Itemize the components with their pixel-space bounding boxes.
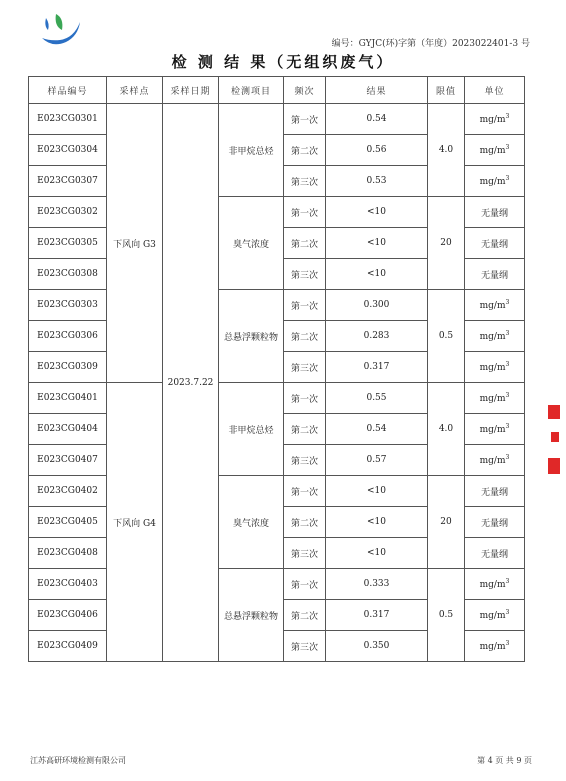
sample-id-cell: E023CG0407 xyxy=(29,445,107,476)
table-row xyxy=(29,290,525,321)
sample-id-cell: E023CG0308 xyxy=(29,259,107,290)
table-header-row xyxy=(29,77,525,104)
result-cell: 0.57 xyxy=(326,445,428,476)
page-number: 第 4 页 共 9 页 xyxy=(477,756,532,765)
unit-cell xyxy=(465,228,525,259)
frequency-cell: 第一次 xyxy=(284,290,326,321)
sample-id-cell: E023CG0406 xyxy=(29,600,107,631)
test-item-cell: 臭气浓度 xyxy=(219,197,284,290)
unit-base: mg/m xyxy=(479,580,506,590)
page-title: 检 测 结 果（无组织废气） xyxy=(171,53,395,71)
unit-base: mg/m xyxy=(479,642,506,652)
unit-superscript: 3 xyxy=(505,423,510,430)
table-row xyxy=(29,197,525,228)
unit-cell xyxy=(465,476,525,507)
sampling-point-cell: 下风向 G4 xyxy=(107,383,163,662)
frequency-cell: 第一次 xyxy=(284,383,326,414)
result-cell: <10 xyxy=(326,228,428,259)
unit-superscript: 3 xyxy=(505,330,510,337)
unit-cell xyxy=(465,383,525,414)
sample-id-cell: E023CG0304 xyxy=(29,135,107,166)
stamp-fragment xyxy=(548,405,560,419)
unit-superscript: 3 xyxy=(505,175,510,182)
unit-base: mg/m xyxy=(479,363,506,373)
result-cell: 0.333 xyxy=(326,569,428,600)
test-item-cell: 总悬浮颗粒物 xyxy=(219,569,284,662)
unit-cell xyxy=(465,352,525,383)
column-header: 结果 xyxy=(326,77,428,104)
column-header: 样品编号 xyxy=(29,77,107,104)
unit-base: 无量纲 xyxy=(480,487,508,498)
unit-base: 无量纲 xyxy=(480,518,508,529)
logo-leaf-icon xyxy=(56,14,63,30)
unit-superscript: 3 xyxy=(505,299,510,306)
frequency-cell: 第三次 xyxy=(284,445,326,476)
unit-base: 无量纲 xyxy=(480,549,508,560)
unit-cell xyxy=(465,135,525,166)
sample-id-cell: E023CG0301 xyxy=(29,104,107,135)
column-header: 频次 xyxy=(284,77,326,104)
unit-base: mg/m xyxy=(479,146,506,156)
table-row xyxy=(29,476,525,507)
unit-cell xyxy=(465,259,525,290)
unit-cell xyxy=(465,321,525,352)
result-cell: <10 xyxy=(326,197,428,228)
limit-cell: 20 xyxy=(428,197,465,290)
sample-id-cell: E023CG0305 xyxy=(29,228,107,259)
logo-drop-icon xyxy=(45,18,48,30)
frequency-cell: 第二次 xyxy=(284,135,326,166)
unit-base: 无量纲 xyxy=(480,208,508,219)
sample-id-cell: E023CG0402 xyxy=(29,476,107,507)
frequency-cell: 第一次 xyxy=(284,104,326,135)
stamp-fragment xyxy=(551,432,559,442)
unit-cell xyxy=(465,197,525,228)
column-header: 检测项目 xyxy=(219,77,284,104)
sample-id-cell: E023CG0409 xyxy=(29,631,107,662)
sample-id-cell: E023CG0404 xyxy=(29,414,107,445)
unit-superscript: 3 xyxy=(505,144,510,151)
unit-superscript: 3 xyxy=(505,454,510,461)
sample-id-cell: E023CG0307 xyxy=(29,166,107,197)
result-cell: 0.317 xyxy=(326,352,428,383)
unit-superscript: 3 xyxy=(505,640,510,647)
sample-id-cell: E023CG0403 xyxy=(29,569,107,600)
test-item-cell: 非甲烷总烃 xyxy=(219,383,284,476)
company-logo xyxy=(38,8,84,50)
document-number: 编号：GYJC(环)字第（年度）2023022401-3 号 xyxy=(331,39,530,49)
column-header: 采样日期 xyxy=(163,77,219,104)
sample-id-cell: E023CG0302 xyxy=(29,197,107,228)
result-cell: 0.300 xyxy=(326,290,428,321)
column-header: 采样点 xyxy=(107,77,163,104)
result-cell: 0.56 xyxy=(326,135,428,166)
sampling-point-cell: 下风向 G3 xyxy=(107,104,163,383)
unit-cell xyxy=(465,104,525,135)
limit-cell: 4.0 xyxy=(428,383,465,476)
unit-base: mg/m xyxy=(479,177,506,187)
test-item-cell: 非甲烷总烃 xyxy=(219,104,284,197)
frequency-cell: 第三次 xyxy=(284,259,326,290)
results-table xyxy=(28,76,525,662)
unit-base: mg/m xyxy=(479,425,506,435)
frequency-cell: 第三次 xyxy=(284,166,326,197)
frequency-cell: 第三次 xyxy=(284,352,326,383)
limit-cell: 20 xyxy=(428,476,465,569)
unit-cell xyxy=(465,569,525,600)
sample-id-cell: E023CG0306 xyxy=(29,321,107,352)
limit-cell: 4.0 xyxy=(428,104,465,197)
unit-cell xyxy=(465,538,525,569)
frequency-cell: 第一次 xyxy=(284,197,326,228)
unit-cell xyxy=(465,166,525,197)
unit-base: 无量纲 xyxy=(480,270,508,281)
result-cell: <10 xyxy=(326,507,428,538)
result-cell: <10 xyxy=(326,538,428,569)
unit-cell xyxy=(465,631,525,662)
sample-id-cell: E023CG0401 xyxy=(29,383,107,414)
stamp-fragment xyxy=(548,458,560,474)
unit-cell xyxy=(465,290,525,321)
unit-superscript: 3 xyxy=(505,113,510,120)
unit-base: mg/m xyxy=(479,301,506,311)
unit-cell xyxy=(465,414,525,445)
unit-superscript: 3 xyxy=(505,361,510,368)
test-item-cell: 总悬浮颗粒物 xyxy=(219,290,284,383)
unit-base: mg/m xyxy=(479,332,506,342)
result-cell: 0.54 xyxy=(326,414,428,445)
result-cell: 0.350 xyxy=(326,631,428,662)
sample-id-cell: E023CG0405 xyxy=(29,507,107,538)
result-cell: <10 xyxy=(326,476,428,507)
unit-superscript: 3 xyxy=(505,392,510,399)
unit-base: mg/m xyxy=(479,611,506,621)
result-cell: 0.317 xyxy=(326,600,428,631)
frequency-cell: 第一次 xyxy=(284,569,326,600)
frequency-cell: 第二次 xyxy=(284,507,326,538)
unit-cell xyxy=(465,600,525,631)
frequency-cell: 第二次 xyxy=(284,321,326,352)
limit-cell: 0.5 xyxy=(428,290,465,383)
table-row xyxy=(29,383,525,414)
result-cell: 0.283 xyxy=(326,321,428,352)
column-header: 限值 xyxy=(428,77,465,104)
unit-base: mg/m xyxy=(479,115,506,125)
unit-cell xyxy=(465,445,525,476)
table-row xyxy=(29,569,525,600)
sample-id-cell: E023CG0408 xyxy=(29,538,107,569)
test-item-cell: 臭气浓度 xyxy=(219,476,284,569)
result-cell: 0.55 xyxy=(326,383,428,414)
frequency-cell: 第二次 xyxy=(284,228,326,259)
frequency-cell: 第二次 xyxy=(284,414,326,445)
result-cell: 0.53 xyxy=(326,166,428,197)
sample-id-cell: E023CG0303 xyxy=(29,290,107,321)
sampling-date-cell: 2023.7.22 xyxy=(163,104,219,662)
unit-superscript: 3 xyxy=(505,609,510,616)
result-cell: <10 xyxy=(326,259,428,290)
table-row xyxy=(29,104,525,135)
company-name: 江苏高研环境检测有限公司 xyxy=(30,756,126,765)
sample-id-cell: E023CG0309 xyxy=(29,352,107,383)
frequency-cell: 第一次 xyxy=(284,476,326,507)
unit-base: mg/m xyxy=(479,456,506,466)
result-cell: 0.54 xyxy=(326,104,428,135)
frequency-cell: 第三次 xyxy=(284,538,326,569)
unit-base: 无量纲 xyxy=(480,239,508,250)
frequency-cell: 第三次 xyxy=(284,631,326,662)
column-header: 单位 xyxy=(465,77,525,104)
frequency-cell: 第二次 xyxy=(284,600,326,631)
unit-cell xyxy=(465,507,525,538)
unit-superscript: 3 xyxy=(505,578,510,585)
limit-cell: 0.5 xyxy=(428,569,465,662)
unit-base: mg/m xyxy=(479,394,506,404)
